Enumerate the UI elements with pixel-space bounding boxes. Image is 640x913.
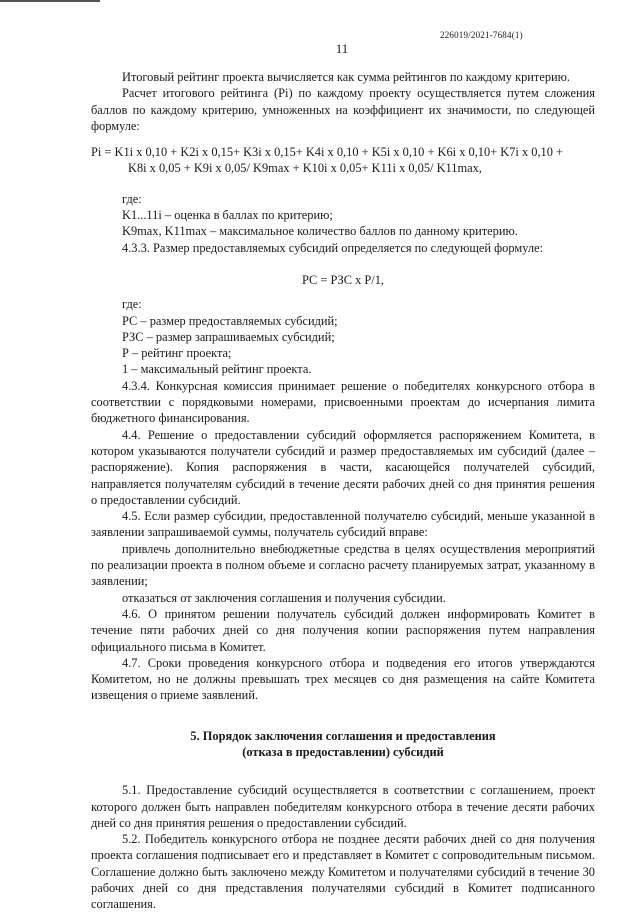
paragraph-4-7: 4.7. Сроки проведения конкурсного отбора и подведения его итогов утверждаются Комитетом, но не должны превышать трех месяцев со дня размещения на сайте Комитета извещения о приеме заявлений. xyxy=(91,655,595,703)
paragraph-total-rating: Итоговый рейтинг проекта вычисляется как сумма рейтингов по каждому критерию. xyxy=(122,70,571,84)
paragraph-rating-calculation: Расчет итогового рейтинга (Pi) по каждому проекту осуществляется путем сложения баллов по каждому критерию, умноженных на коэффициент их значимости, по следующей формуле: xyxy=(91,86,595,133)
formula-pi-line-1: Pi = K1i x 0,10 + K2i x 0,15+ K3i x 0,15+ K4i x 0,10 + K5i x 0,10 + K6i x 0,10+ K7i x 0,10 + xyxy=(91,145,564,160)
paragraph-4-3-3: 4.3.3. Размер предоставляемых субсидий определяется по следующей формуле: xyxy=(122,240,543,255)
definition-1: 1 – максимальный рейтинг проекта. xyxy=(122,362,312,377)
document-id: 226019/2021-7684(1) xyxy=(440,30,523,40)
page-number: 11 xyxy=(335,41,349,56)
section-5-heading-line-2: (отказа в предоставлении) субсидий xyxy=(242,744,444,759)
where-label-2: где: xyxy=(122,297,142,312)
definition-k: K1...11i – оценка в баллах по критерию; xyxy=(122,208,333,223)
where-label: где: xyxy=(122,191,142,206)
formula-pi xyxy=(91,144,595,177)
paragraph-4-3-4: 4.3.4. Конкурсная комиссия принимает решение о победителях конкурсного отбора в соответствии с порядковыми номерами, присвоенными проектам до исчерпания лимита бюджетного финансирования. xyxy=(91,378,595,426)
definition-p: Р – рейтинг проекта; xyxy=(122,346,232,361)
paragraph-4-5: 4.5. Если размер субсидии, предоставленной получателю субсидий, меньше указанной в заявлении запрашиваемой суммы, получатель субсидий вправе: xyxy=(91,509,595,540)
paragraph-5-2: 5.2. Победитель конкурсного отбора не позднее десяти рабочих дней со дня получения проекта соглашения подписывает его и представляет в Комитет с сопроводительным письмом. Соглашение должно быть заключено между Комитетом и получателями субсидий в течение 30 рабочих дней со дня представления получателями субсидий в Комитет подписанного соглашения. xyxy=(91,832,595,912)
scan-edge-line xyxy=(0,0,100,2)
document-body xyxy=(91,69,595,913)
section-5-heading-line-1: 5. Порядок заключения соглашения и предоставления xyxy=(190,728,496,743)
paragraph-5-1: 5.1. Предоставление субсидий осуществляется в соответствии с соглашением, проект которого должен быть направлен победителям конкурсного отбора в течение десяти рабочих дней со дня принятия решения о предоставлении субсидий. xyxy=(91,783,595,830)
formula-rc: РС = РЗС х Р/1, xyxy=(301,272,385,287)
paragraph-4-5-option-b: отказаться от заключения соглашения и получения субсидии. xyxy=(122,590,446,605)
definition-kmax: K9max, K11max – максимальное количество баллов по данному критерию. xyxy=(122,224,518,239)
paragraph-4-5-option-a: привлечь дополнительно внебюджетные средства в целях осуществления мероприятий по реализации проекта в полном объеме и согласно расчету планируемых затрат, указанному в заявлении; xyxy=(91,541,595,589)
section-5-heading xyxy=(91,728,595,761)
definition-rc: РС – размер предоставляемых субсидий; xyxy=(122,313,338,328)
paragraph-4-6: 4.6. О принятом решении получатель субсидий должен информировать Комитет в течение пяти рабочих дней со дня получения копии распоряжения путем направления официального письма в Комитет. xyxy=(91,606,595,654)
definition-rzs: РЗС – размер запрашиваемых субсидий; xyxy=(122,329,335,344)
paragraph-4-4: 4.4. Решение о предоставлении субсидий оформляется распоряжением Комитета, в котором указываются получатели субсидий и размер предоставляемых им субсидий (далее – распоряжение). Копия распоряжения в части, касающейся получателей субсидий, направляется получателям субсидий в течение десяти рабочих дней со дня принятия решения о предоставлении субсидий. xyxy=(91,427,595,507)
formula-pi-line-2: K8i x 0,05 + K9i x 0,05/ K9max + K10i x 0,05+ K11i x 0,05/ K11max, xyxy=(128,161,482,176)
